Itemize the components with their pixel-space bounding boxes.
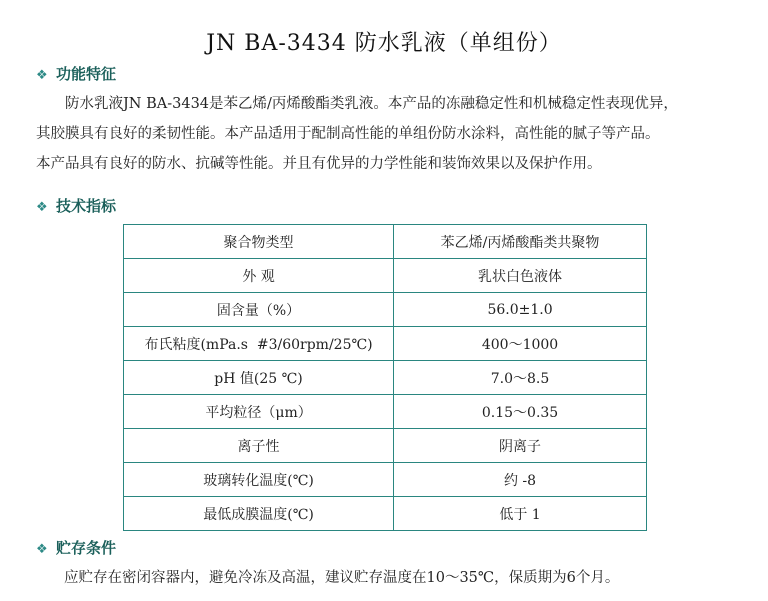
table-row: [124, 327, 647, 361]
page-title: JN BA-3434 防水乳液（单组份）: [206, 31, 562, 56]
spec-name-cell: 平均粒径（μm）: [124, 395, 394, 429]
spec-value-cell: 约 -8: [394, 463, 647, 497]
storage-paragraph: 应贮存在密闭容器内，避免冷冻及高温，建议贮存温度在10～35℃，保质期为6个月。: [64, 570, 620, 586]
spec-name-cell: 外 观: [124, 259, 394, 293]
table-row: [124, 225, 647, 259]
spec-value-cell: 56.0±1.0: [394, 293, 647, 327]
spec-value-cell: 400～1000: [394, 327, 647, 361]
spec-name-cell: pH 值(25 ℃): [124, 361, 394, 395]
diamond-bullet-icon: ❖: [36, 542, 48, 557]
spec-value-cell: 乳状白色液体: [394, 259, 647, 293]
table-row: [124, 463, 647, 497]
section-heading-label: 贮存条件: [56, 539, 117, 557]
table-row: [124, 259, 647, 293]
section-heading-storage: [36, 538, 116, 558]
spec-name-cell: 固含量（%）: [124, 293, 394, 327]
table-row: [124, 395, 647, 429]
spec-name-cell: 离子性: [124, 429, 394, 463]
diamond-bullet-icon: ❖: [36, 200, 48, 215]
section-heading-label: 技术指标: [56, 197, 117, 215]
paragraph-line: 本产品具有良好的防水、抗碱等性能。并且有优异的力学性能和装饰效果以及保护作用。: [36, 156, 602, 172]
paragraph-line: 防水乳液JN BA-3434是苯乙烯/丙烯酸酯类乳液。本产品的冻融稳定性和机械稳定性表现优异，: [65, 96, 678, 112]
diamond-bullet-icon: ❖: [36, 68, 48, 83]
section-heading-label: 功能特征: [56, 65, 117, 83]
features-paragraph: [36, 89, 736, 179]
section-heading-features: [36, 64, 116, 84]
spec-value-cell: 低于 1: [394, 497, 647, 531]
spec-name-cell: 布氏粘度(mPa.s #3/60rpm/25℃): [124, 327, 394, 361]
spec-value-cell: 阴离子: [394, 429, 647, 463]
spec-name-cell: 玻璃转化温度(℃): [124, 463, 394, 497]
table-row: [124, 361, 647, 395]
table-row: [124, 293, 647, 327]
table-row: [124, 429, 647, 463]
spec-value-cell: 0.15～0.35: [394, 395, 647, 429]
spec-name-cell: 最低成膜温度(℃): [124, 497, 394, 531]
spec-table: [123, 224, 647, 531]
spec-value-cell: 7.0～8.5: [394, 361, 647, 395]
spec-name-cell: 聚合物类型: [124, 225, 394, 259]
section-heading-specs: [36, 196, 116, 216]
table-row: [124, 497, 647, 531]
spec-value-cell: 苯乙烯/丙烯酸酯类共聚物: [394, 225, 647, 259]
paragraph-line: 其胶膜具有良好的柔韧性能。本产品适用于配制高性能的单组份防水涂料，高性能的腻子等产品。: [36, 126, 660, 142]
